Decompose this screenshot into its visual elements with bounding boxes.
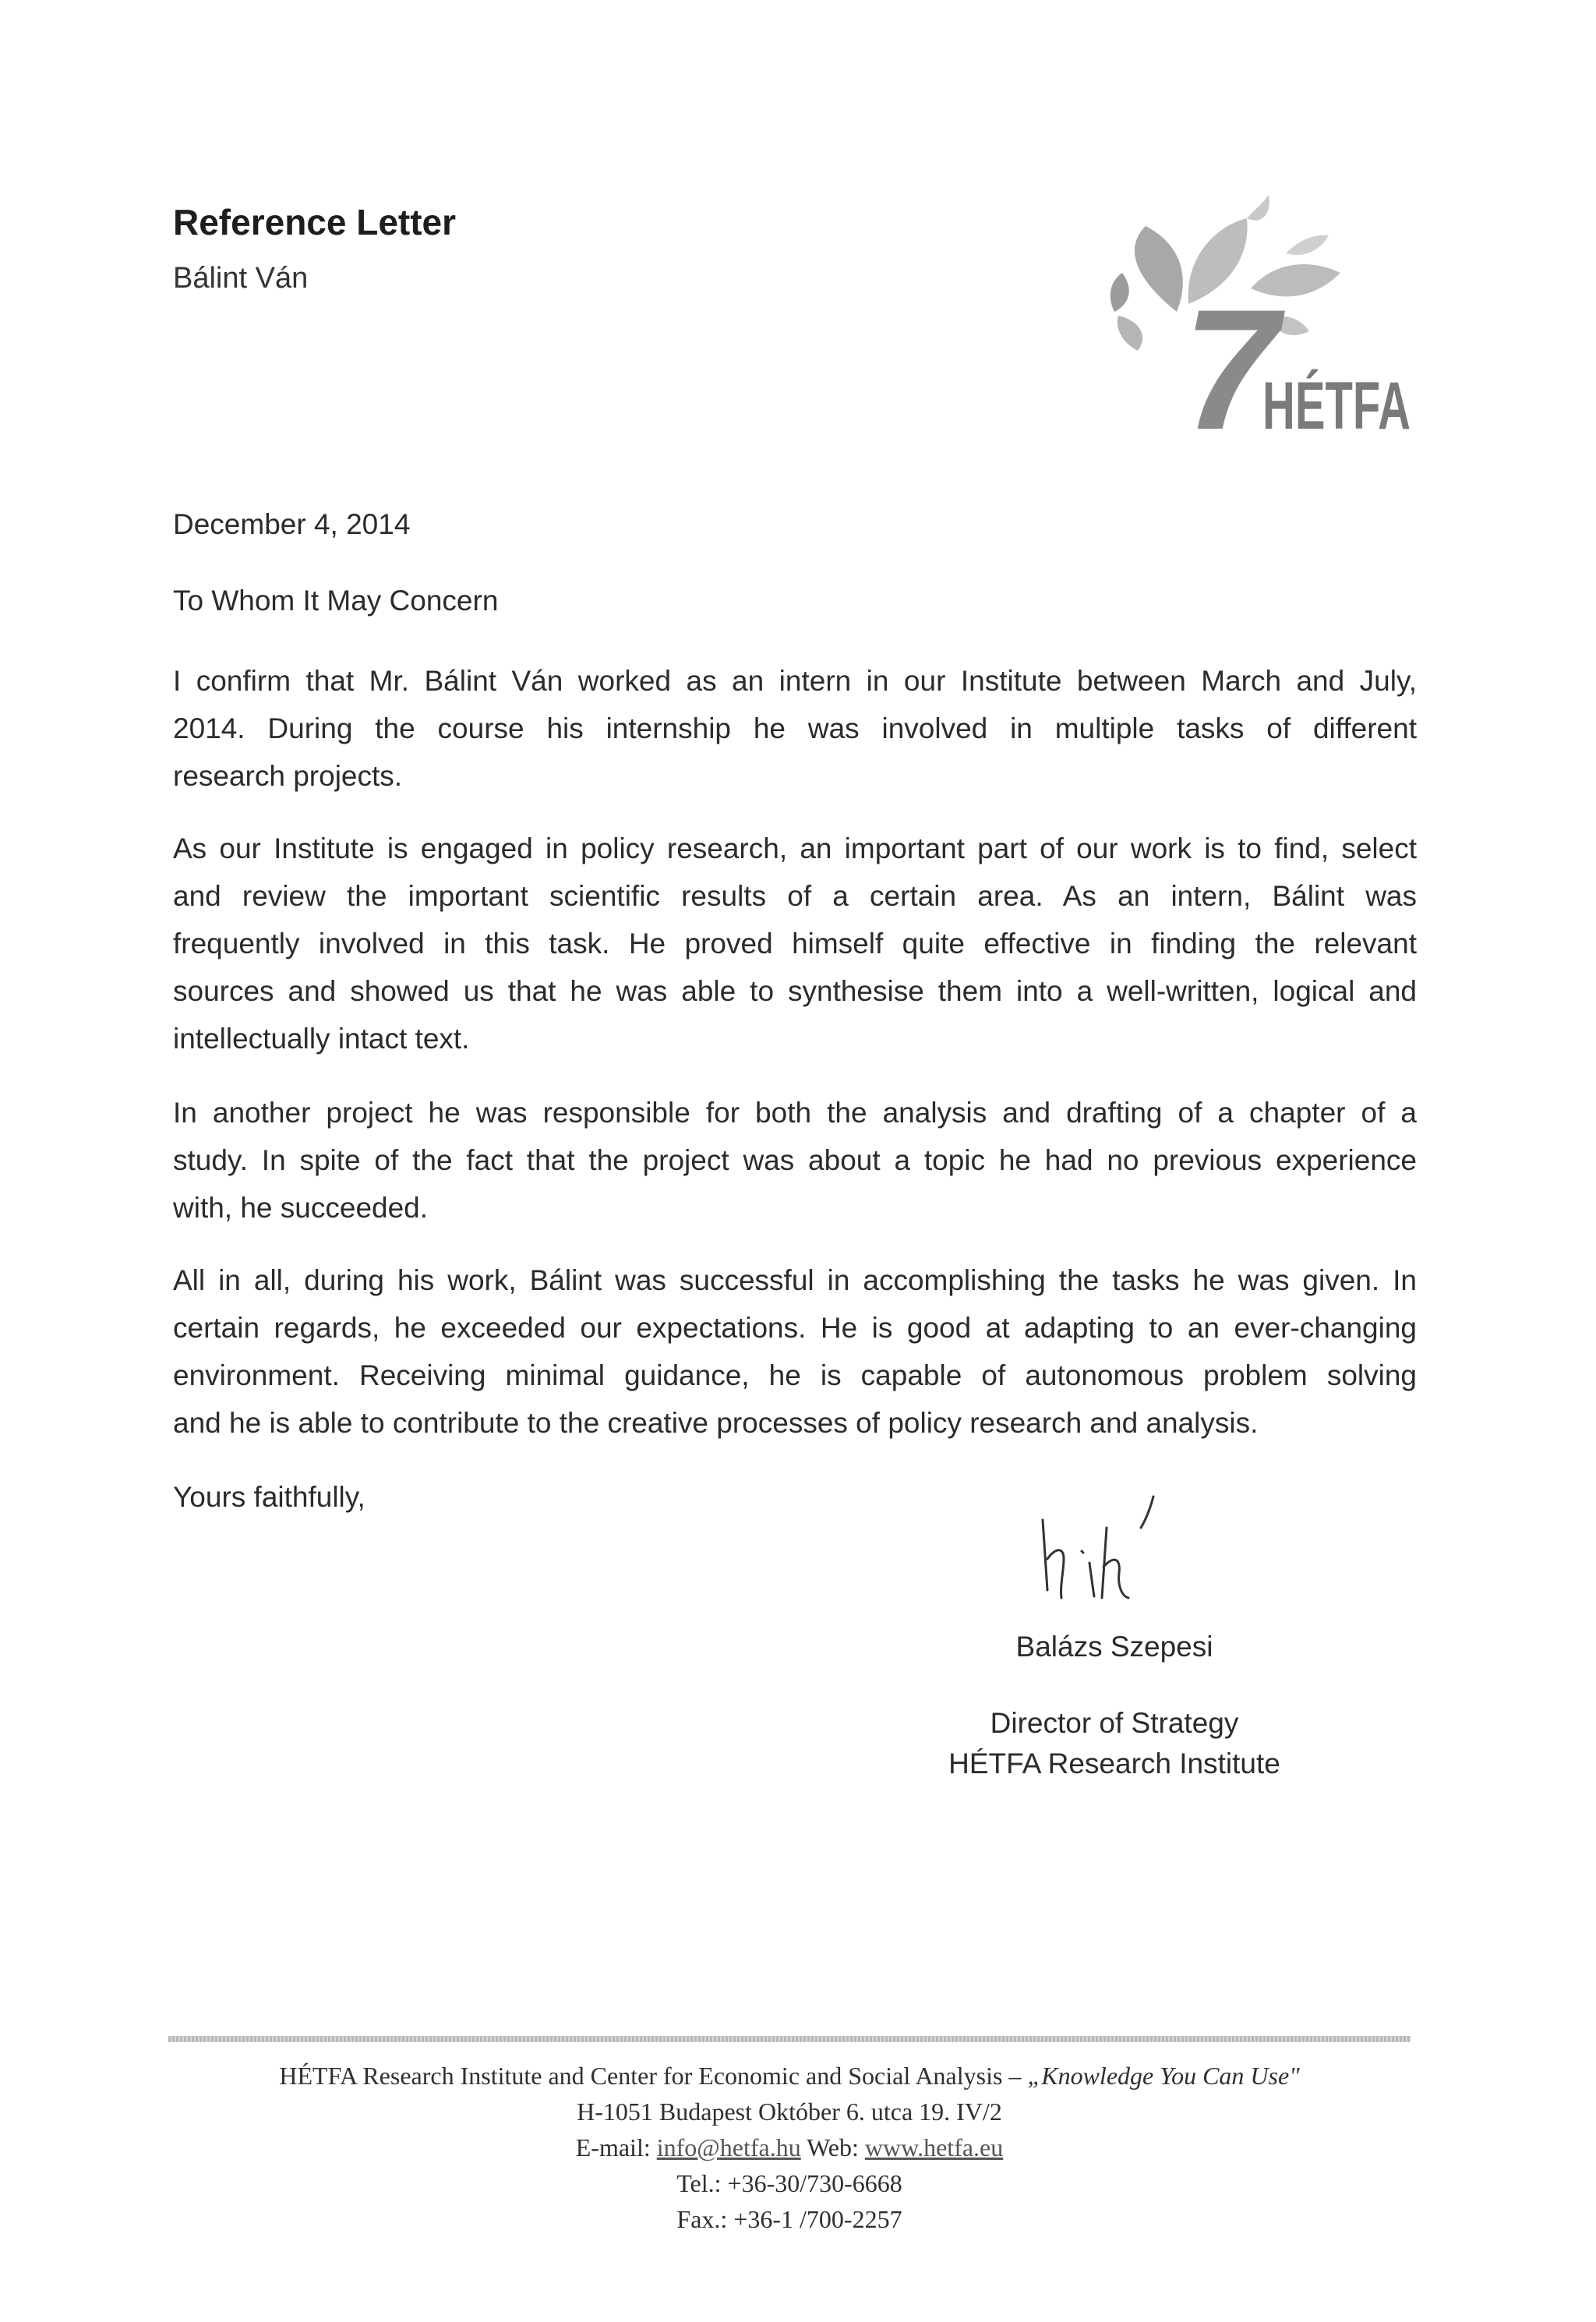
paragraph-3 [173,1089,1417,1232]
paragraph-line: research projects. [173,760,403,792]
footer-web-label: Web: [807,2133,859,2161]
footer-email-link[interactable]: info@hetfa.hu [656,2133,801,2161]
paragraph-line: and he is able to contribute to the creative processes of policy research and analysis. [173,1407,1259,1439]
signatory-organization: HÉTFA Research Institute [948,1748,1280,1779]
paragraph-1 [173,657,1417,800]
paragraph-line: All in all, during his work, Bálint was successful in accomplishing the tasks he was given. In [173,1264,1417,1296]
paragraph-line: sources and showed us that he was able to synthesise them into a well-written, logical and [173,975,1417,1007]
footer-email-label: E-mail: [575,2133,651,2161]
paragraph-line: certain regards, he exceeded our expectations. He is good at adapting to an ever-changing [173,1312,1417,1344]
logo-brand: HÉTFA [1262,369,1411,444]
handwritten-signature [1029,1481,1185,1606]
letter-title: Reference Letter [173,202,457,242]
footer-motto: „Knowledge You Can Use" [1027,2062,1300,2090]
footer-address: H-1051 Budapest Október 6. utca 19. IV/2 [577,2098,1002,2126]
hetfa-logo [1091,195,1418,465]
paragraph-4 [173,1256,1417,1447]
footer-institute-line [168,2058,1411,2094]
footer-telephone: Tel.: +36-30/730-6668 [676,2169,902,2197]
logo-numeral: 7 [1183,274,1279,465]
letter-subject: Bálint Ván [173,262,309,295]
paragraph-line: study. In spite of the fact that the project was about a topic he had no previous experience [173,1144,1417,1176]
letterhead-footer [168,2058,1411,2237]
paragraph-line: environment. Receiving minimal guidance, he is capable of autonomous problem solving [173,1359,1417,1391]
footer-divider [168,2036,1411,2042]
paragraph-line: I confirm that Mr. Bálint Ván worked as an intern in our Institute between March and July, [173,665,1417,697]
paragraph-line: intellectually intact text. [173,1023,470,1055]
paragraph-line: frequently involved in this task. He proved himself quite effective in finding the relevant [173,928,1417,960]
signatory-name: Balázs Szepesi [1015,1631,1213,1663]
footer-web-link[interactable]: www.hetfa.eu [864,2133,1004,2161]
paragraph-line: and review the important scientific results of a certain area. As an intern, Bálint was [173,880,1417,912]
footer-contact-line [168,2129,1411,2165]
footer-institute-name: HÉTFA Research Institute and Center for Economic and Social Analysis – [279,2062,1028,2090]
paragraph-line: As our Institute is engaged in policy research, an important part of our work is to find, select [173,832,1417,864]
paragraph-line: In another project he was responsible for both the analysis and drafting of a chapter of a [173,1097,1417,1129]
paragraph-line: with, he succeeded. [173,1192,429,1224]
paragraph-line: 2014. During the course his internship he was involved in multiple tasks of different [173,712,1417,744]
paragraph-2 [173,825,1417,1062]
letter-salutation: To Whom It May Concern [173,585,499,617]
signatory-position: Director of Strategy [990,1707,1239,1739]
letter-closing: Yours faithfully, [173,1481,365,1513]
footer-fax: Fax.: +36-1 /700-2257 [676,2205,902,2233]
letter-date: December 4, 2014 [173,508,411,540]
